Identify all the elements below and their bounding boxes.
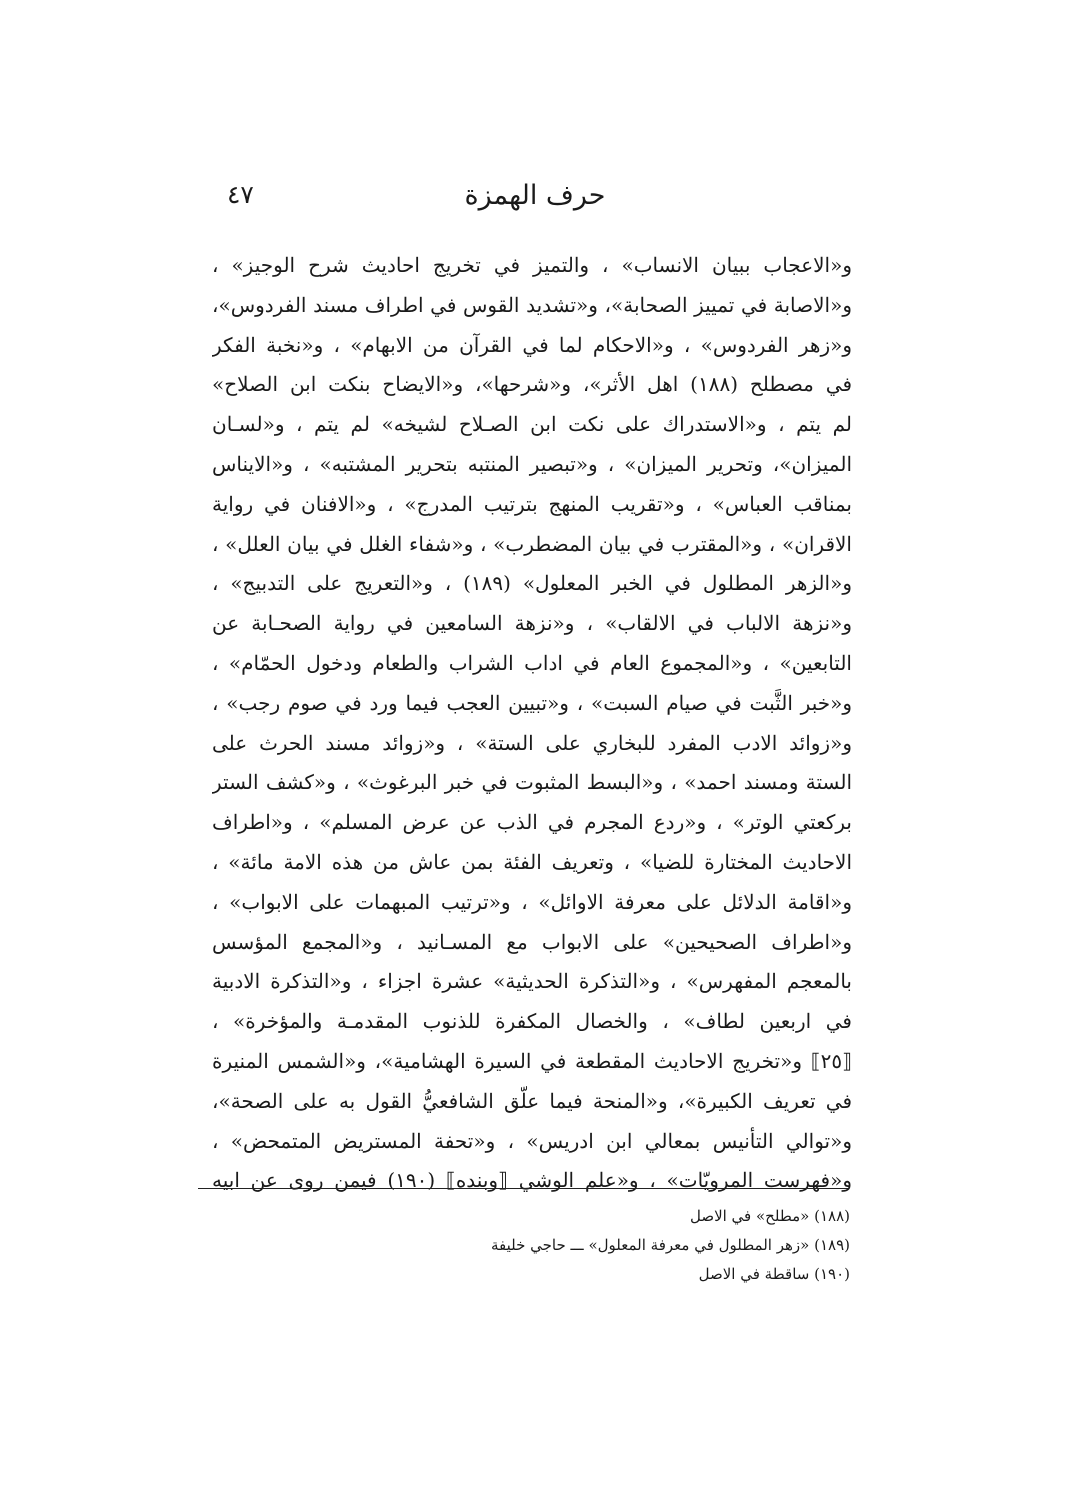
- text-line: و«اطراف الصحيحين» على الابواب مع المسـانيد ، و«المجمع المؤسس: [212, 929, 852, 954]
- text-line: و«توالي التأنيس بمعالي ابن ادريس» ، و«تحفة المستريض المتمحض» ،: [212, 1128, 852, 1153]
- text-line: و«نزهة الالباب في الالقاب» ، و«نزهة السامعين في رواية الصحـابة عن: [212, 611, 852, 636]
- text-line: الاقران» ، و«المقترب في بيان المضطرب» ، و«شفاء الغلل في بيان العلل» ،: [212, 531, 852, 556]
- text-line: بمناقب العباس» ، و«تقريب المنهج بترتيب المدرج» ، و«الافنان في رواية: [212, 491, 852, 516]
- text-line: في اربعين لطاف» ، والخصال المكفرة للذنوب المقدمـة والمؤخرة» ،: [212, 1009, 852, 1034]
- text-line: و«خبر الثَّبت في صيام السبت» ، و«تبيين العجب فيما ورد في صوم رجب» ،: [212, 690, 852, 715]
- text-line: الميزان»، وتحرير الميزان» ، و«تبصير المنتبه بتحرير المشتبه» ، و«الايناس: [212, 451, 852, 476]
- text-line: الستة ومسند احمد» ، و«البسط المثبوت في خبر البرغوث» ، و«كشف الستر: [212, 770, 852, 795]
- text-line: ⟦٢٥⟧ و«تخريج الاحاديث المقطعة في السيرة الهشامية»، و«الشمس المنيرة: [212, 1048, 852, 1073]
- page-number: ٤٧: [227, 180, 254, 209]
- text-line: و«زهر الفردوس» ، و«الاحكام لما في القرآن من الابهام» ، و«نخبة الفكر: [212, 332, 852, 357]
- text-line: الاحاديث المختارة للضيا» ، وتعريف الفئة بمن عاش من هذه الامة مائة» ،: [212, 849, 852, 874]
- text-line: و«زوائد الادب المفرد للبخاري على الستة» ، و«زوائد مسند الحرث على: [212, 730, 852, 755]
- text-line: و«الاعجاب ببيان الانساب» ، والتميز في تخريج احاديث شرح الوجيز» ،: [212, 253, 852, 277]
- footnote-188: (١٨٨) «مطلح» في الاصل: [689, 1207, 850, 1225]
- text-line: و«اقامة الدلائل على معرفة الاوائل» ، و«ترتيب المبهمات على الابواب» ،: [212, 889, 852, 914]
- page-header: [215, 180, 855, 230]
- footnotes: [290, 1202, 850, 1289]
- text-line: بركعتي الوتر» ، و«ردع المجرم في الذب عن عرض المسلم» ، و«اطراف: [212, 810, 852, 835]
- body-text: [212, 246, 852, 1201]
- text-line: لم يتم ، و«الاستدراك على نكت ابن الصـلاح لشيخه» لم يتم ، و«لسـان: [212, 412, 852, 437]
- text-line: في تعريف الكبيرة»، و«المنحة فيما علّق الشافعيُّ القول به على الصحة»،: [212, 1088, 852, 1113]
- text-line: التابعين» ، و«المجموع العام في اداب الشراب والطعام ودخول الحمّام» ،: [212, 650, 852, 675]
- text-line: بالمعجم المفهرس» ، و«التذكرة الحديثية» عشرة اجزاء ، و«التذكرة الادبية: [212, 969, 852, 994]
- text-line: في مصطلح (١٨٨) اهل الأثر»، و«شرحها»، و«الايضاح بنكت ابن الصلاح»: [212, 372, 852, 397]
- footnote-divider: [198, 1188, 848, 1189]
- text-line: و«الزهر المطلول في الخبر المعلول» (١٨٩) ، و«التعريج على التدبيج» ،: [212, 571, 852, 596]
- running-head: حرف الهمزة: [464, 180, 606, 211]
- footnote-189: (١٨٩) «زهر المطلول في معرفة المعلول» ـــ حاجي خليفة: [490, 1236, 850, 1254]
- text-line: و«الاصابة في تمييز الصحابة»، و«تشديد القوس في اطراف مسند الفردوس»،: [212, 292, 852, 317]
- footnote-190: (١٩٠) ساقطة في الاصل: [698, 1265, 850, 1283]
- text-line: و«فهرست المرويّات» ، و«علم الوشي ⟦وبنده⟧ (١٩٠) فيمن روى عن ابيه: [212, 1168, 852, 1193]
